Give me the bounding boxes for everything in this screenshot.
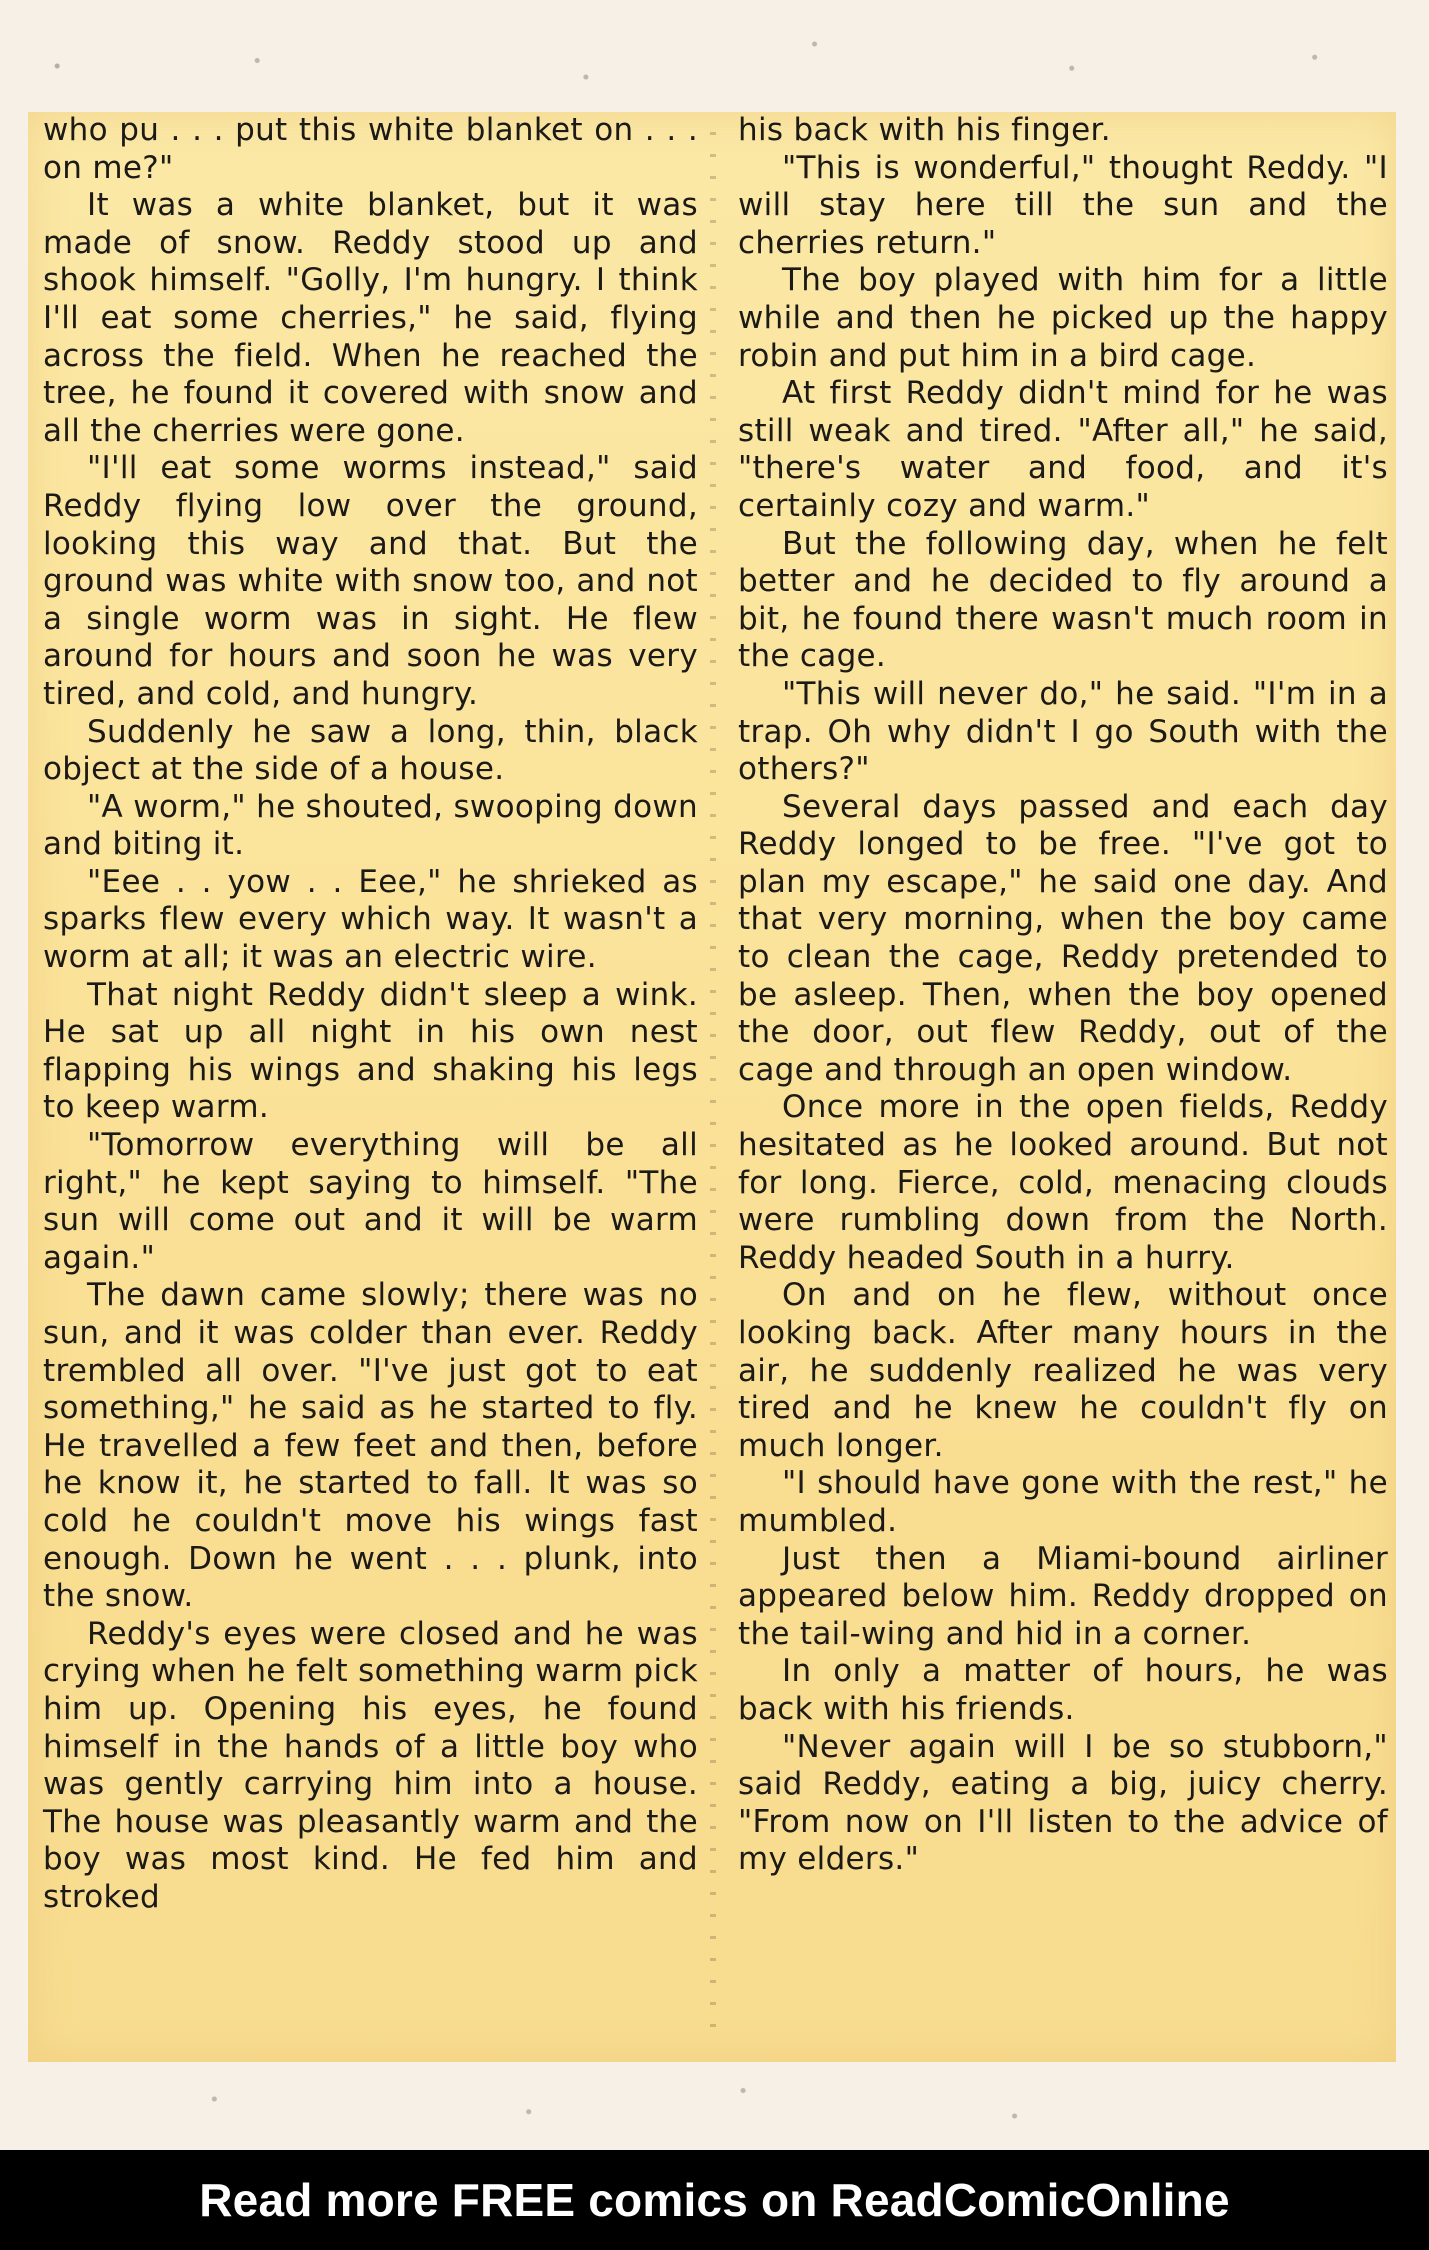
story-paragraph: who pu . . . put this white blanket on . . . on me?" [43, 112, 698, 186]
promo-banner [0, 2150, 1429, 2250]
story-paragraph: Once more in the open fields, Reddy hesitated as he looked around. But not for long. Fierce, cold, menacing clouds were rumbling down from the North. Reddy headed South in a hurry. [738, 1089, 1388, 1276]
story-paragraph: his back with his finger. [738, 112, 1111, 148]
story-paragraph: "This is wonderful," thought Reddy. "I will stay here till the sun and the cherries return." [738, 149, 1388, 261]
story-paragraph: "Tomorrow everything will be all right," he kept saying to himself. "The sun will come out and it will be warm again." [43, 1127, 698, 1276]
story-paragraph: It was a white blanket, but it was made of snow. Reddy stood up and shook himself. "Golly, I'm hungry. I think I'll eat some cherries," he said, flying across the field. When he reached the tree, he found it covered with snow and all the cherries were gone. [43, 187, 698, 449]
story-paragraph: "Eee . . yow . . Eee," he shrieked as sparks flew every which way. It wasn't a worm at all; it was an electric wire. [43, 863, 698, 976]
story-paragraph: "This will never do," he said. "I'm in a trap. Oh why didn't I go South with the others?" [738, 675, 1388, 788]
story-paragraph: The boy played with him for a little while and then he picked up the happy robin and put him in a bird cage. [738, 262, 1388, 374]
story-paragraph: The dawn came slowly; there was no sun, and it was colder than ever. Reddy trembled all over. "I've just got to eat something," he said as he started to fly. He travelled a few feet and then, before he know it, he started to fall. It was so cold he couldn't move his wings fast enough. Down he went . . . plunk, into the snow. [43, 1277, 698, 1615]
story-paragraph: Suddenly he saw a long, thin, black object at the side of a house. [43, 713, 698, 788]
story-paragraph: At first Reddy didn't mind for he was still weak and tired. "After all," he said, "there's water and food, and it's certainly cozy and warm." [738, 375, 1388, 524]
story-paragraph: Several days passed and each day Reddy longed to be free. "I've got to plan my escape," he said one day. And that very morning, when the boy came to clean the cage, Reddy pretended to be asleep. Then, when the boy opened the door, out flew Reddy, out of the cage and through an open window. [738, 788, 1388, 1088]
story-paragraph: Just then a Miami-bound airliner appeared below him. Reddy dropped on the tail-wing and hid in a corner. [738, 1540, 1388, 1652]
story-paragraph: In only a matter of hours, he was back with his friends. [738, 1653, 1388, 1727]
story-paragraph: On and on he flew, without once looking back. After many hours in the air, he suddenly realized he was very tired and he knew he couldn't fly on much longer. [738, 1277, 1388, 1464]
print-speckle-bottom [0, 2065, 1429, 2150]
story-paragraph: "A worm," he shouted, swooping down and biting it. [43, 788, 698, 863]
story-column-right [738, 112, 1388, 1879]
column-divider [710, 132, 716, 2032]
story-paragraph: That night Reddy didn't sleep a wink. He sat up all night in his own nest flapping his wings and shaking his legs to keep warm. [43, 976, 698, 1126]
promo-banner-text: Read more FREE comics on ReadComicOnline [199, 2174, 1230, 2226]
story-column-left [43, 112, 698, 1917]
print-speckle-top [0, 0, 1429, 110]
story-paragraph: "I'll eat some worms instead," said Reddy flying low over the ground, looking this way and that. But the ground was white with snow too, and not a single worm was in sight. He flew around for hours and soon he was very tired, and cold, and hungry. [43, 450, 698, 712]
story-paragraph: Reddy's eyes were closed and he was crying when he felt something warm pick him up. Opening his eyes, he found himself in the hands of a little boy who was gently carrying him into a house. The house was pleasantly warm and the boy was most kind. He fed him and stroked [43, 1615, 698, 1915]
story-text-panel [28, 112, 1396, 2062]
story-paragraph: "I should have gone with the rest," he mumbled. [738, 1465, 1388, 1539]
story-paragraph: "Never again will I be so stubborn," said Reddy, eating a big, juicy cherry. "From now on I'll listen to the advice of my elders." [738, 1728, 1388, 1878]
story-paragraph: But the following day, when he felt better and he decided to fly around a bit, he found there wasn't much room in the cage. [738, 525, 1388, 675]
